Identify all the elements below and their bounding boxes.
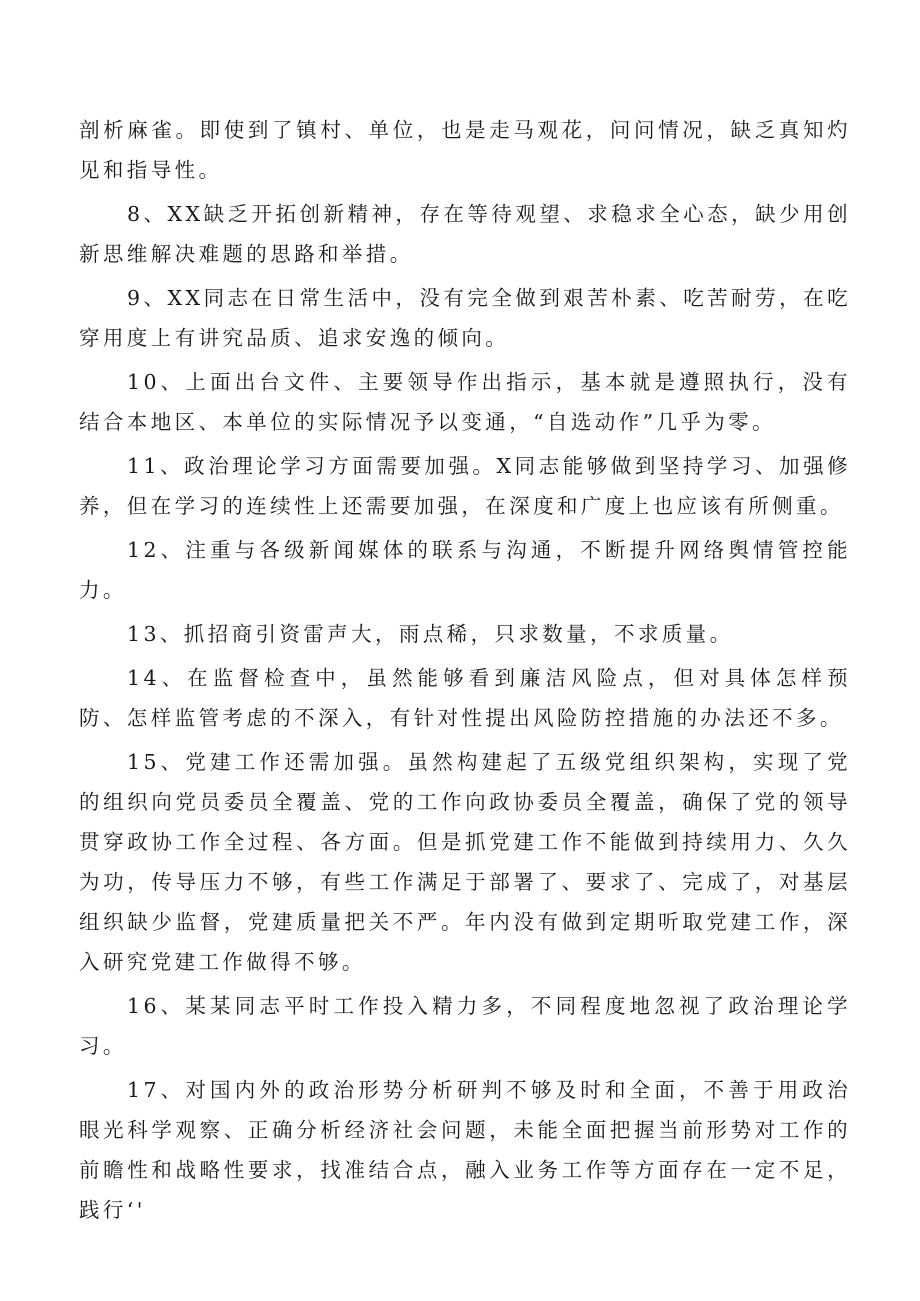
- list-item-16: 16、某某同志平时工作投入精力多，不同程度地忽视了政治理论学习。: [79, 994, 851, 1058]
- list-item-17: 17、对国内外的政治形势分析研判不够及时和全面，不善于用政治眼光科学观察、正确分析经济社会问题，未能全面把握当前形势对工作的前瞻性和战略性要求，找准结合点，融入业务工作等方面存在一定不足，践行‘': [79, 1078, 851, 1222]
- list-item-13: 13、抓招商引资雷声大，雨点稀，只求数量，不求质量。: [127, 622, 734, 646]
- list-item-15: 15、党建工作还需加强。虽然构建起了五级党组织架构，实现了党的组织向党员委员全覆盖、党的工作向政协委员全覆盖，确保了党的领导贯穿政协工作全过程、各方面。但是抓党建工作不能做到持续用力、久久为功，传导压力不够，有些工作满足于部署了、要求了、完成了，对基层组织缺少监督，党建质量把关不严。年内没有做到定期听取党建工作，深入研究党建工作做得不够。: [79, 750, 851, 974]
- continuation-paragraph: 剖析麻雀。即使到了镇村、单位，也是走马观花，问问情况，缺乏真知灼见和指导性。: [79, 118, 851, 182]
- list-item-11: 11、政治理论学习方面需要加强。X同志能够做到坚持学习、加强修养，但在学习的连续性上还需要加强，在深度和广度上也应该有所侧重。: [79, 454, 851, 518]
- document-body: [79, 110, 851, 1234]
- list-item-10: 10、上面出台文件、主要领导作出指示，基本就是遵照执行，没有结合本地区、本单位的实际情况予以变通，“自选动作”几乎为零。: [79, 370, 851, 434]
- list-item-12: 12、注重与各级新闻媒体的联系与沟通，不断提升网络舆情管控能力。: [79, 538, 851, 602]
- list-item-8: 8、XX缺乏开拓创新精神，存在等待观望、求稳求全心态，缺少用创新思维解决难题的思路和举措。: [79, 202, 851, 266]
- list-item-14: 14、在监督检查中，虽然能够看到廉洁风险点，但对具体怎样预防、怎样监管考虑的不深入，有针对性提出风险防控措施的办法还不多。: [79, 666, 851, 730]
- list-item-9: 9、XX同志在日常生活中，没有完全做到艰苦朴素、吃苦耐劳，在吃穿用度上有讲究品质、追求安逸的倾向。: [79, 286, 851, 350]
